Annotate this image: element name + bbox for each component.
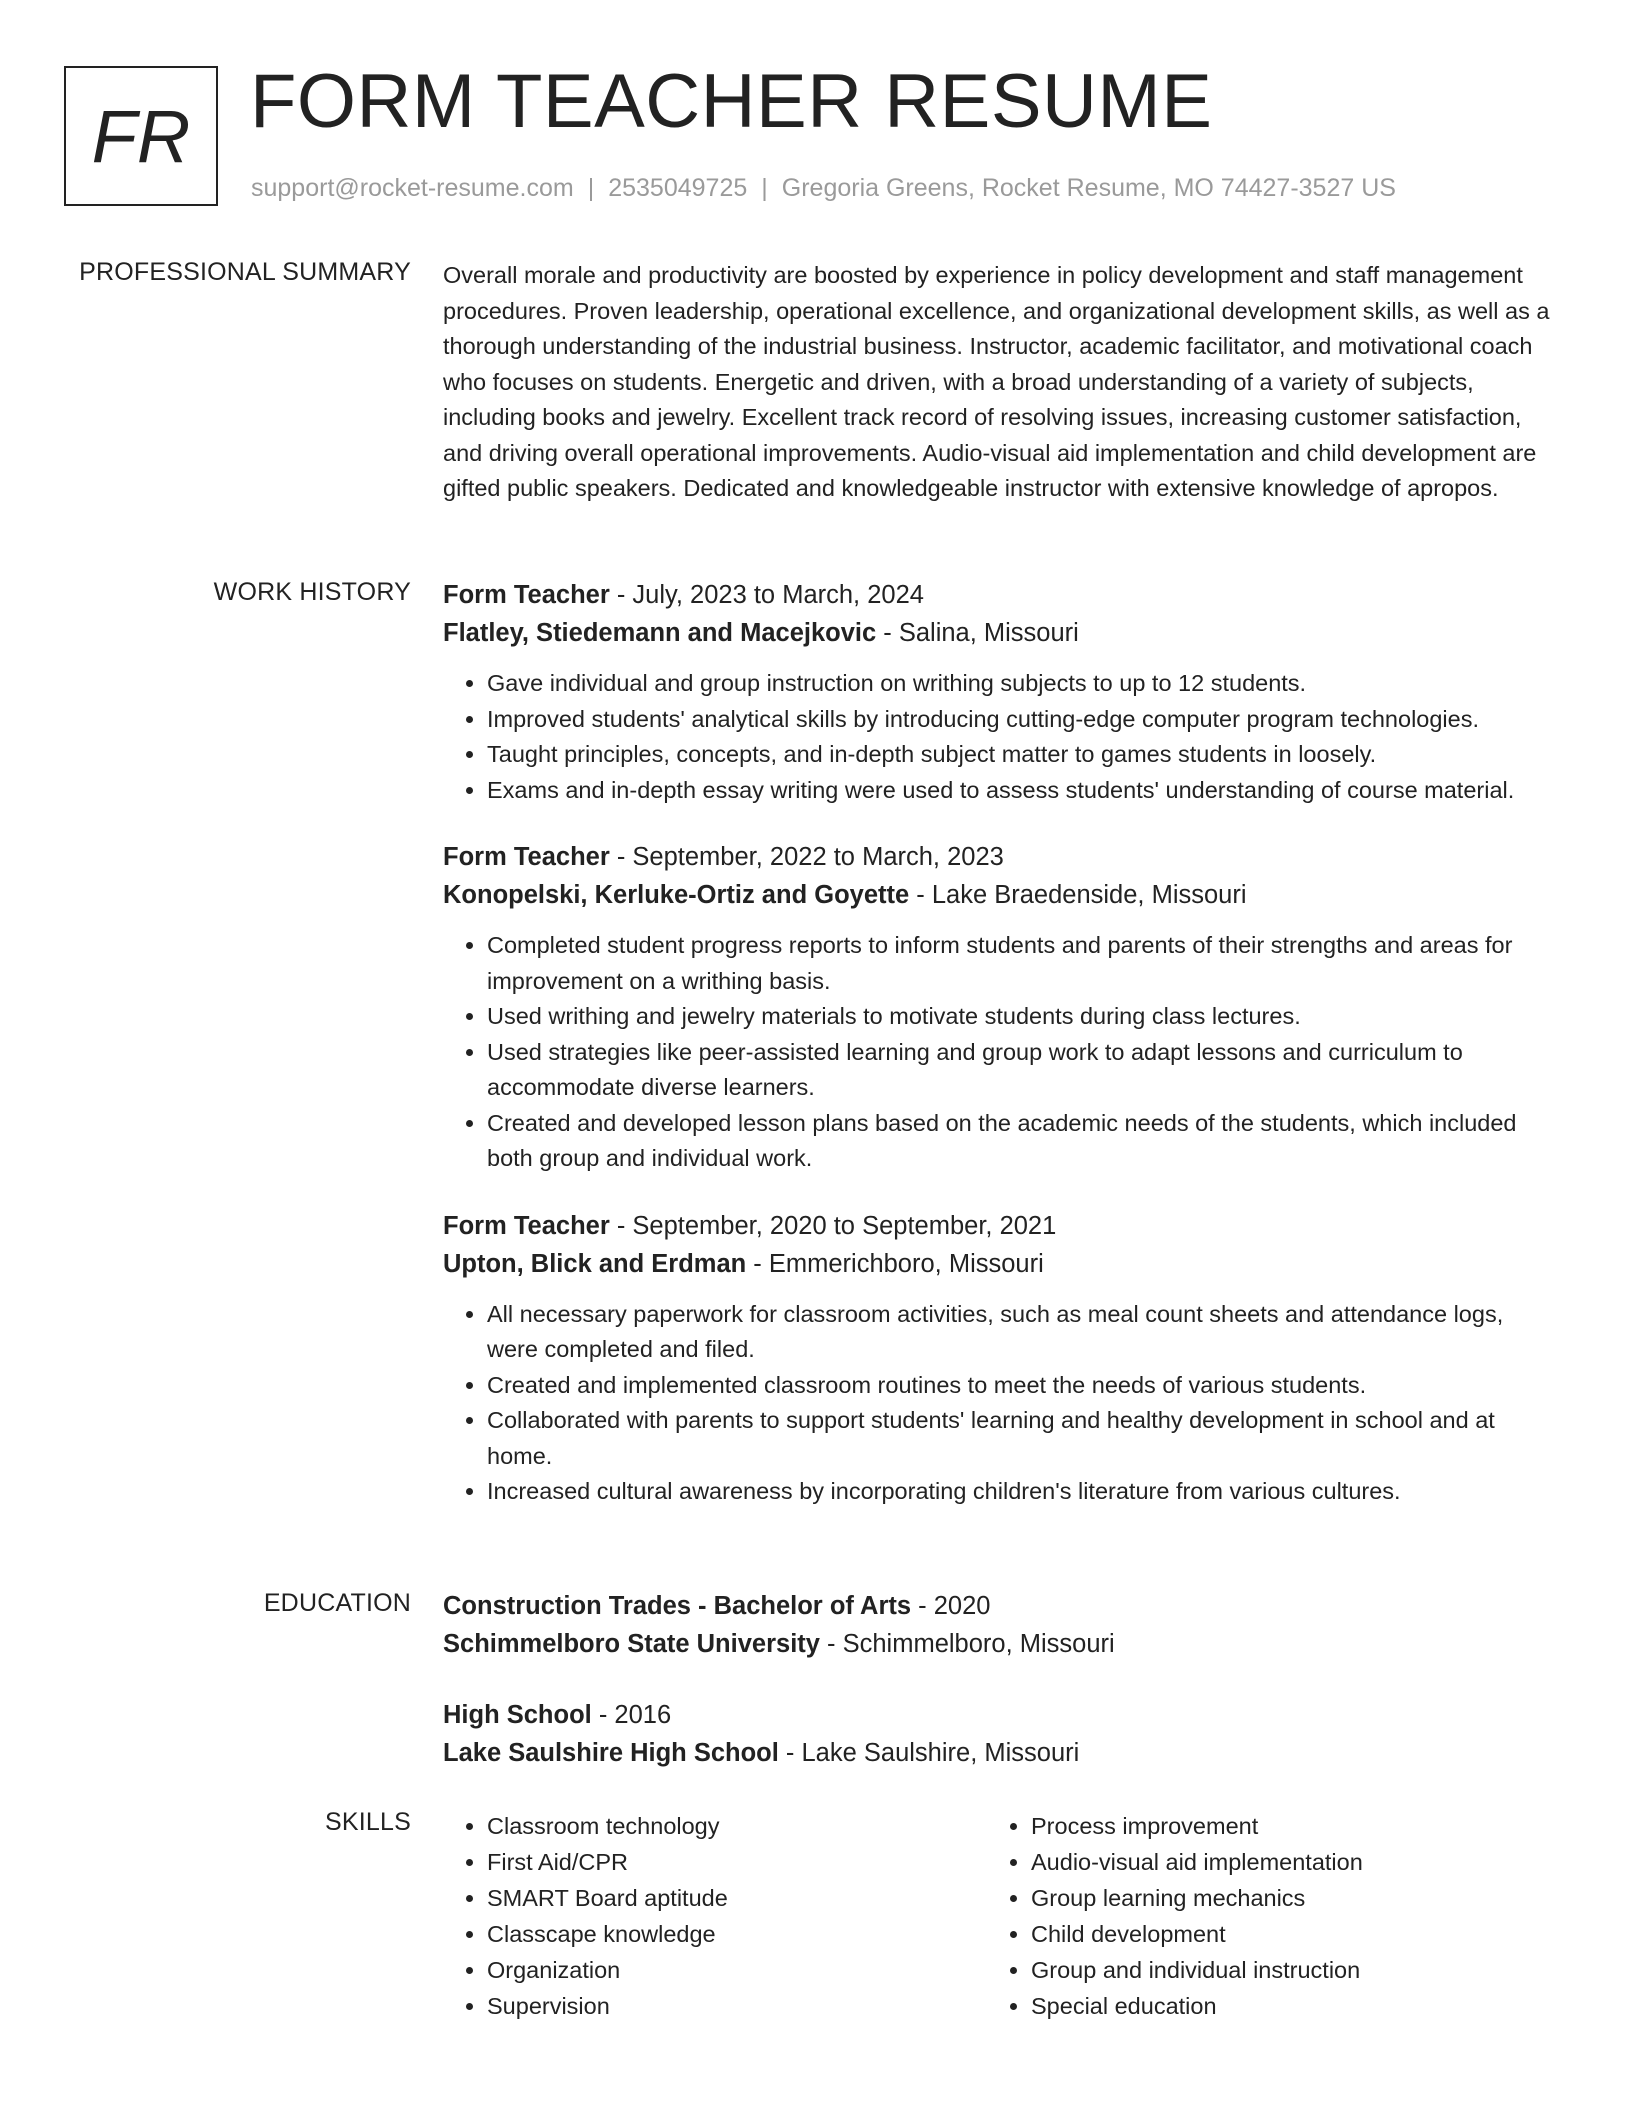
job-entry [443,838,1553,1177]
education-school: Schimmelboro State University [443,1630,820,1658]
monogram-initials: FR [91,94,191,178]
job-bullet: • Created and developed lesson plans based on the academic needs of the students, which included both group and individual work. [487,1106,1553,1177]
job-bullets [443,666,1553,808]
job-bullet: • Improved students' analytical skills by introducing cutting-edge computer program technologies. [487,702,1553,738]
education-degree: Construction Trades - Bachelor of Arts [443,1592,912,1620]
monogram-badge [64,66,218,206]
resume-title: FORM TEACHER RESUME [250,59,1213,144]
job-title: Form Teacher [443,843,610,871]
section-label-education: EDUCATION [263,1589,411,1617]
skill-item: • Classcape knowledge [487,1916,987,1952]
summary-text: Overall morale and productivity are boosted by experience in policy development and staff management procedures. Proven leadership, operational excellence, and organizational development skills, as well as a thorough understanding of the industrial business. Instructor, academic facilitator, and motivational coach who focuses on students. Energetic and driven, with a broad understanding of a variety of subjects, including books and jewelry. Excellent track record of resolving issues, increasing customer satisfaction, and driving overall operational improvements. Audio-visual aid implementation and child development are gifted public speakers. Dedicated and knowledgeable instructor with extensive knowledge of apropos. [443,262,1550,501]
job-location: - Emmerichboro, Missouri [746,1249,1044,1278]
section-label-skills: SKILLS [325,1808,411,1836]
job-bullet: • All necessary paperwork for classroom activities, such as meal count sheets and attendance logs, were completed and filed. [487,1297,1553,1368]
education-location: - Schimmelboro, Missouri [819,1630,1115,1658]
education-school-line [443,1625,1553,1663]
job-bullet: • Increased cultural awareness by incorporating children's literature from various cultures. [487,1474,1553,1510]
job-location: - Lake Braedenside, Missouri [909,881,1247,909]
job-company-line [443,1245,1553,1283]
skill-item: • Process improvement [1031,1808,1531,1844]
education-entry [443,1696,1553,1772]
contact-phone[interactable]: 2535049725 [608,174,748,202]
education-year: - 2020 [911,1592,991,1620]
work-history-list [443,576,1553,1510]
contact-line [251,174,1396,203]
job-dates: - September, 2020 to September, 2021 [609,1211,1057,1240]
education-school: Lake Saulshire High School [443,1739,779,1767]
skill-item: • Audio-visual aid implementation [1031,1844,1531,1880]
job-bullets [443,928,1553,1177]
skills-column-1 [443,1808,987,2024]
skills-column-2 [987,1808,1531,2024]
job-title-line [443,576,1553,614]
contact-address: Gregoria Greens, Rocket Resume, MO 74427-3527 US [781,174,1396,202]
education-location: - Lake Saulshire, Missouri [778,1739,1080,1767]
job-bullet: • Created and implemented classroom routines to meet the needs of various students. [487,1368,1553,1404]
education-degree-line [443,1696,1553,1734]
job-dates: - July, 2023 to March, 2024 [609,581,924,609]
contact-separator: | [761,174,768,202]
job-company: Flatley, Stiedemann and Macejkovic [443,619,877,647]
job-title-line [443,838,1553,876]
section-label-summary: PROFESSIONAL SUMMARY [79,258,411,286]
skill-item: • Special education [1031,1988,1531,2024]
skill-item: • Classroom technology [487,1808,987,1844]
job-entry [443,576,1553,808]
skill-item: • Group and individual instruction [1031,1952,1531,1988]
education-year: - 2016 [591,1701,672,1729]
education-entry [443,1587,1553,1663]
job-title-line [443,1207,1553,1245]
job-company: Upton, Blick and Erdman [443,1249,747,1278]
job-title: Form Teacher [443,581,610,609]
education-degree-line [443,1587,1553,1625]
job-bullet: • Gave individual and group instruction on writhing subjects to up to 12 students. [487,666,1553,702]
job-company-line [443,876,1553,914]
skills-list [443,1808,1553,2024]
job-dates: - September, 2022 to March, 2023 [609,843,1004,871]
education-degree: High School [443,1701,592,1729]
job-company: Konopelski, Kerluke-Ortiz and Goyette [443,881,910,909]
job-company-line [443,614,1553,652]
job-bullet: • Taught principles, concepts, and in-depth subject matter to games students in loosely. [487,737,1553,773]
skill-item: • Child development [1031,1916,1531,1952]
job-title: Form Teacher [443,1211,610,1240]
skill-item: • First Aid/CPR [487,1844,987,1880]
job-bullet: • Used strategies like peer-assisted learning and group work to adapt lessons and curriculum to accommodate diverse learners. [487,1035,1553,1106]
job-bullet: • Exams and in-depth essay writing were used to assess students' understanding of course material. [487,773,1553,809]
job-bullet: • Completed student progress reports to inform students and parents of their strengths and areas for improvement on a writhing basis. [487,928,1553,999]
job-bullet: • Collaborated with parents to support students' learning and healthy development in school and at home. [487,1403,1553,1474]
skill-item: • Group learning mechanics [1031,1880,1531,1916]
section-label-work-history: WORK HISTORY [213,578,411,606]
education-list [443,1587,1553,1772]
contact-separator: | [587,174,595,202]
skill-item: • Organization [487,1952,987,1988]
job-bullets [443,1297,1553,1510]
contact-email[interactable]: support@rocket-resume.com [251,174,574,202]
job-bullet: • Used writhing and jewelry materials to motivate students during class lectures. [487,999,1553,1035]
education-school-line [443,1734,1553,1772]
job-entry [443,1207,1553,1510]
skill-item: • SMART Board aptitude [487,1880,987,1916]
job-location: - Salina, Missouri [876,619,1079,647]
skill-item: • Supervision [487,1988,987,2024]
